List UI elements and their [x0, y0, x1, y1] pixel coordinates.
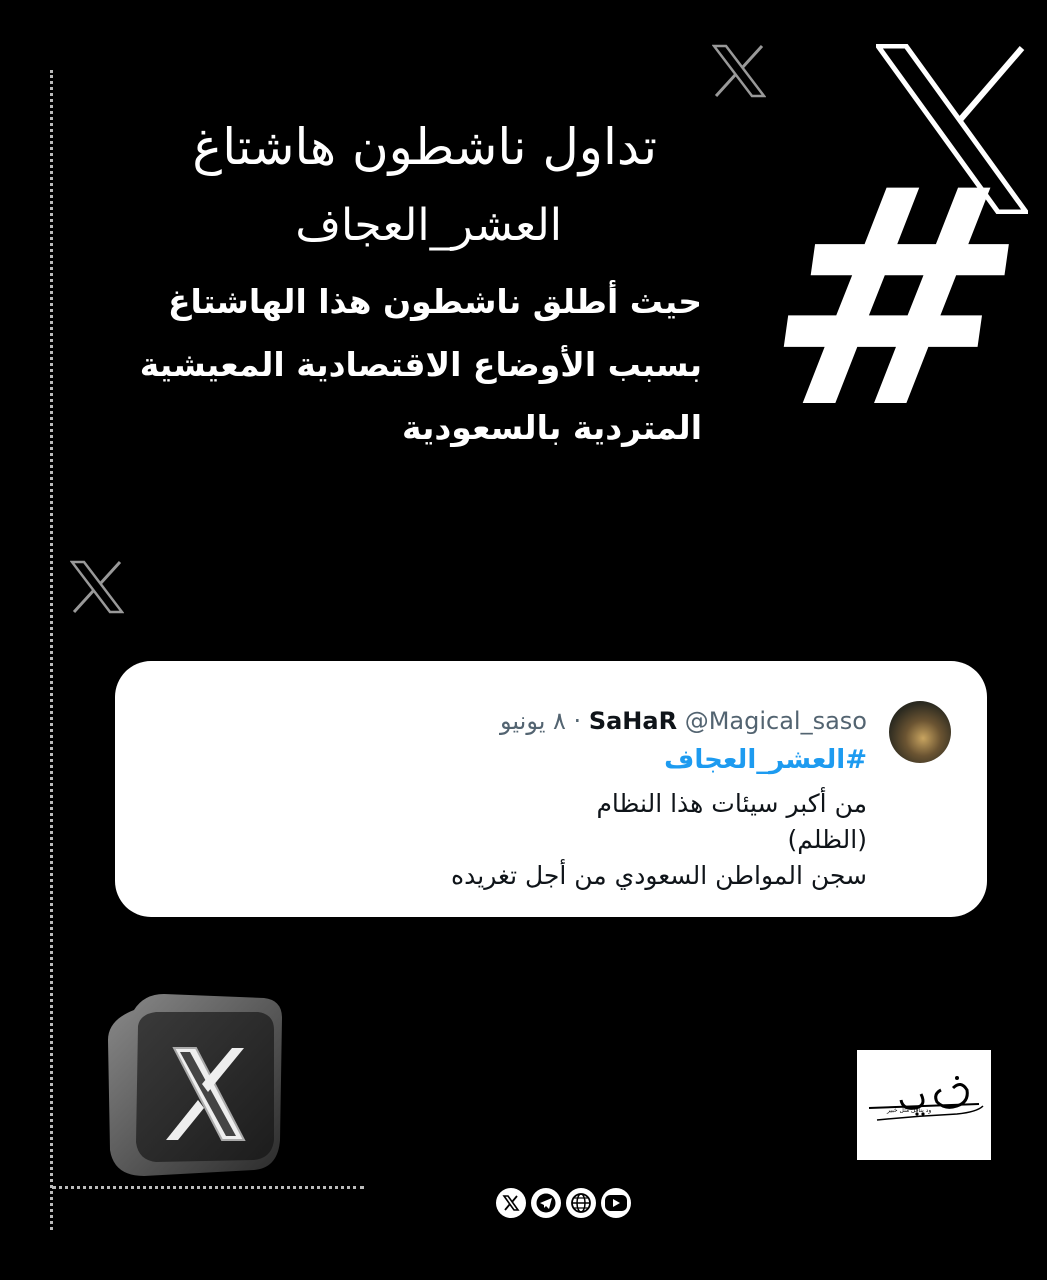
brand-wordmark-icon [857, 1050, 991, 1160]
avatar[interactable] [889, 701, 951, 763]
tweet-card[interactable] [115, 661, 987, 917]
headline-title: تداول ناشطون هاشتاغ [192, 118, 657, 176]
headline-hashtag: العشر_العجاف [295, 200, 562, 251]
headline-description: حيث أطلق ناشطون هذا الهاشتاغ بسبب الأوضاع الاقتصادية المعيشية المتردية بالسعودية [139, 282, 702, 447]
tweet-text-line: (الظلم) [787, 825, 867, 854]
x-logo-small-icon [70, 560, 124, 614]
tweet-hashtag-link[interactable]: #العشر_العجاف [664, 745, 867, 775]
youtube-icon[interactable] [601, 1188, 631, 1218]
hash-symbol: # [745, 125, 1046, 474]
tweet-text-line: سجن المواطن السعودي من أجل تغريده [451, 861, 867, 890]
brand-logo [857, 1050, 991, 1160]
brand-tagline: ود بناقل مثل خبير [887, 1107, 932, 1114]
x-app-3d-icon [104, 990, 286, 1176]
social-icons-row [496, 1188, 631, 1218]
tweet-handle-date: @Magical_saso · ٨ يونيو [500, 707, 867, 735]
tweet-text-line: من أكبر سيئات هذا النظام [596, 789, 867, 818]
x-icon[interactable] [496, 1188, 526, 1218]
tweet-author-name[interactable]: SaHaR [588, 707, 678, 735]
x-logo-small-icon [712, 44, 766, 98]
tweet-header [500, 707, 867, 735]
horizontal-dotted-divider [52, 1186, 364, 1189]
vertical-dotted-divider [50, 70, 53, 1230]
telegram-icon[interactable] [531, 1188, 561, 1218]
globe-icon[interactable] [566, 1188, 596, 1218]
